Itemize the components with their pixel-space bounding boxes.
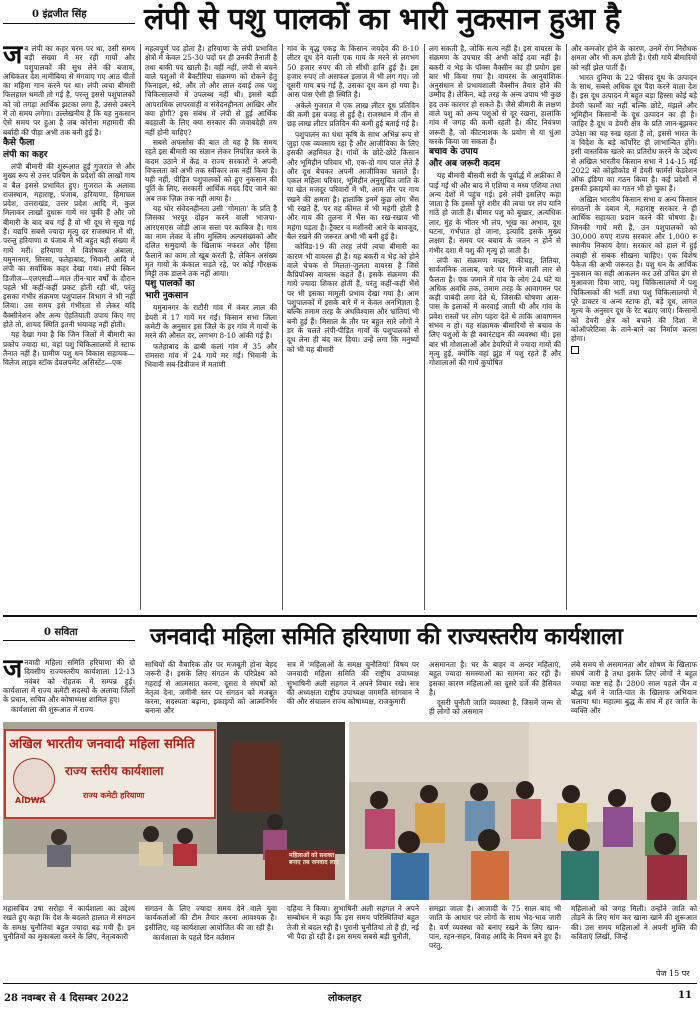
story1-paragraph: यह देखा गया है कि जिन जिलों में बीमारी का प्रकोप ज्यादा था, वहां पशु चिकित्सालयों में स्टाफ तैनात नहीं है। ग्रामीण पशु धन विकास सहायक—विलेज लाइव स्टॉक डेवलपमेंट असिस्टेंट—एक (3, 330, 135, 368)
aidwa-logo (13, 758, 55, 800)
workshop-photo-left (3, 722, 345, 900)
story1-paragraph: यमुनानगर के राटौरी गांव में कंवर लाल की डेयरी में 17 गायें मर गईं। किसान सभा जिला कमेटी के अनुसार इस जिले के हर गांव में गायों के मरने की औसत दर, लगभग 8-10 आंकी गई है। (145, 303, 277, 341)
story1-paragraph: गांव के वृद्ध एकड़ के किसान जयदेव की 8-10 लीटर दूध देने वाली एक गाय के मरने से लगभग 50 हजार रुपए की तो सीधी हानि हुई है। इस हजार रुपए तो असफल इलाज में भी लग गए। जो दूसरी गाय बच गई है, उसका दूध कम हो गया है। आस पास ऐसी ही स्थिति है। (287, 44, 419, 100)
story1-dropcap: ज (3, 44, 23, 70)
story1-paragraph: महत्वपूर्ण पद होता है। हरियाणा के लंपी प्रभावित क्षेत्रों में केवल 25-30 पदों पर ही उनकी तैनाती है तथा बाकी पद खाली हैं। वहीं नहीं, लंपी से बचने वाले पशुओं में बैक्टीरिया संक्रमण को रोकने हेतु फिनाइल, स्प्रे, और तो और लाल दवाई तक पशु चिकित्सालयों में उपलब्ध नहीं थी। इससे बड़ी आपराधिक लापरवाही व संवेदनहीनता आखिर और क्या होगी? इस संबंध में लंपी से हुई आर्थिक बदहाली के लिए क्या सरकार की जवाबदेही तय नहीं होनी चाहिए? (145, 44, 277, 137)
story1-paragraph: यह घोर संवेदनहीनता उसी 'गोमाता' के प्रति है जिसका भरपूर दोहन करने वाली भाजपा-आरएसएस जोड़ी आज सत्ता पर काबिज है। गाय का नाम लेकर वे लीग मुस्लिम अल्पसंख्यकों और दलित समुदायों के खिलाफ नफरत और हिंसा फैलाने का काम तो खूब करती है, लेकिन असंख्य मृत गायों के कंकाल सड़ते रहे, पर कोई गौरक्षक मिट्टी तक डालने तक नहीं आया। (145, 204, 277, 279)
story2-bottom-column-4 (429, 904, 561, 976)
story2-headline: जनवादी महिला समिति हरियाणा की राज्यस्तरीय कार्यशाला (150, 624, 623, 650)
page-number: 11 (678, 990, 692, 1001)
story1-paragraph: लग सकती है, जोकि सत्य नहीं है। इस वायरस के संक्रमण के उपचार की अभी कोई दवा नहीं है। बकरी व भेड़ के पॉक्स वैक्सीन का ही प्रयोग इस बार भी किया गया है। वायरस के आनुवांशिक अनुसंधान से प्रभावशाली वैक्सीन तैयार होने की उम्मीद है। लेकिन, बड़े तरह के अन्य उपाय भी कुछ हद तक कारगर हो सकते हैं। जैसे बीमारी के लक्षण वाले पशु को अन्य पशुओं से दूर रखना, हालांकि गांव में जगह की कमी रहती है। कीट नियंत्रण जरूरी है, जो कीटनाशक के प्रयोग से या धुंआ करके किया जा सकता है। (429, 44, 561, 146)
column-divider (140, 44, 141, 610)
story2-column-1 (3, 658, 135, 720)
workshop-photo-right (349, 722, 697, 900)
story2-column-4 (429, 660, 561, 720)
story2-bottom-column-3 (287, 904, 419, 976)
footer-rule (3, 983, 697, 984)
story2-paragraph: नवादी महिला समिति हरियाणा की दो दिवसीय राज्यस्तरीय कार्यशाला 12-13 नवंबर को रोहतक में सम्पन्न हुई। कार्यशाला में राज्य कमेटी सदस्यों के अलावा जिलों के प्रधान, सचिव और कोषाध्यक्ष शामिल हुए। (3, 658, 135, 705)
story1-subheading: कैसे फैला (3, 137, 35, 148)
story2-paragraph: सत्र में 'महिलाओं के समक्ष चुनौतियां' विषय पर जनवादी महिला समिति की राष्ट्रीय उपाध्यक्ष सुभाषिनी अली सहगल ने अपने विचार रखे। सत्र की अध्यक्षता राष्ट्रीय उपाध्यक्ष जगमति सांगवान ने की और संचालन राज्य कोषाध्यक्ष, राजकुमारी (287, 660, 419, 707)
column-divider (566, 44, 567, 610)
story2-dropcap: ज (3, 658, 23, 684)
story1-paragraph: लंपी बीमारी की शुरूआत हुई गुजरात से और मुख्य रूप से उत्तर पश्चिम के प्रदेशों की लाखों गाय व बैल इससे प्रभावित हुए। गुजरात के अलावा राजस्थान, महाराष्ट्र, पंजाब, हरियाणा, हिमाचल प्रदेश, उत्तराखंड, उत्तर प्रदेश आदि में, कुल मिलाकर लाखों दुधारू गायें मर चुकी हैं और जो बीमारी के बाद बच गई हैं वो भी दूध से सूख गई हैं। यद्यपि सबसे ज्यादा मृत्यु दर राजस्थान में थी, परन्तु हरियाणा व पंजाब में भी बहुत बड़ी संख्या में गायें मरीं। हरियाणा में विशेषकर अंबाला, यमुनानगर, सिरसा, फतेहाबाद, भिवानी आदि में लंपी का सर्वाधिक कहर देखा गया। लंपी स्किन डिजीज—एलएसडी—मात तीन-चार वर्षों के दौरान पहले भी कहीं-कहीं प्रकट होती रही थी, परंतु इसका गंभीर संक्रमण पशुपालन विभाग ने भी नहीं लिया। उस समय इसे गंभीरता से लेकर यदि वैक्सीनेशन और अन्य ऐहतियाती उपाय किए गए होते तो, शायद स्थिति इतनी भयावह नहीं होती। (3, 161, 135, 330)
story1-paragraph: लंपी का संक्रमण मच्छर, कीचड़, तितिया, सार्वजनिक तालाब, चारे पर गिरने वाली लार से फैलता है। एक जमाने में गांव के लोग 24 घंटे या अधिक अवधि तक, तमाम तरह के आवागमन पर कड़ी पाबंदी लगा देते थे, जिसकी घोषणा आस-पास के इलाकों में करवाई जाती थी और गांव के प्रवेश रास्तों पर लोग पहरा देते थे ताकि आवागमन संभव न हो। यह संक्रामक बीमारियों से बचाव के लिए पशुओं के ही क्वारंटाइन की व्यवस्था थी। इस बार भी गोशालाओं और डेयरियों में ज्यादा गायों की मृत्यु हुई, क्योंकि वहां झुंड में पशु रहते हैं और गोशालाओं की गायें कुपोषित (429, 255, 561, 368)
story1-subheading: लंपी का कहर (3, 149, 48, 160)
story1-paragraph: सबसे अफसोस की बात तो यह है कि समय रहते इस बीमारी का संज्ञान लेकर नियंत्रित करने के कदम उठाने में केंद्र व राज्य सरकारों ने अपनी विफलता को अभी तक स्वीकार तक नहीं किया है। यही नहीं, पीड़ित पशुपालकों को हुए नुकसान की पूर्ति के लिए, सरकारी आर्थिक मदद दिए जाने का अब तक ज़िक्र तक नहीं आया है। (145, 137, 277, 203)
story1-headline: लंपी से पशु पालकों का भारी नुकसान हुआ है (144, 2, 621, 37)
story1-subheading: पशु पालकों का (145, 279, 195, 290)
story2-bottom-column-2 (145, 904, 277, 976)
story2-bottom-column-1 (3, 904, 135, 976)
story2-byline-rule (3, 640, 135, 641)
story2-paragraph: दहिया ने किया। सुभाषिनी अली सहगल ने अपने सम्बोधन में कहा कि इस समय परिस्थितियां बहुत तेजी से बदल रही हैं। पुरानी चुनौतियां तो हैं ही, नई भी पैदा हो रही हैं। इस समय सबसे बड़ी चुनौती, (287, 904, 419, 941)
story1-byline: 0 इंद्रजीत सिंह (32, 9, 87, 20)
story2-column-5 (571, 660, 697, 720)
story1-column-3 (287, 44, 419, 610)
story2-byline: 0 सविता (44, 627, 78, 638)
story2-paragraph: समझा जाता है। आजादी के 75 साल बाद भी जाति के आधार पर लोगों के साथ भेद-भाव जारी है। वर्ण व्यवस्था को बनाए रखने के लिए खान-पान, रहन-सहन, विवाह आदि के नियम बने हुए हैं। परंतु, (429, 904, 561, 951)
story1-paragraph: और कमजोर होने के कारण, उनमें रोग निरोधक क्षमता और भी कम होती है। ऐसी गायें बीमारियों को नहीं झेल पातीं हैं। (571, 44, 697, 72)
story1-byline-rule (3, 23, 135, 24)
story2-column-2 (145, 660, 277, 720)
story1-subheading: भारी नुकसान (145, 291, 189, 302)
story1-column-1 (3, 44, 135, 610)
story1-paragraph: अखिल भारतीय किसान सभा व अन्य किसान संगठनों के दबाव में, महाराष्ट्र सरकार ने ही आर्थिक सहायता प्रदान करने की घोषणा है। जिनकी गायें मरी हैं, उन पशुपालकों को 30,000 रुपए राज्य सरकार और 1,000 रु स्थानीय निकाय देगा। सरकार को हाल में हुई तबाही से सबक सीखना चाहिए। एक विशेष पैकेज की अभी जरूरत है। पशु धन के आर्थिक नुकसान का सही आकलन कर उसे उचित ढंग से मुआवजा दिया जाए, पशु चिकित्सालयों में पशु चिकित्सकों की भर्ती तथा पशु चिकित्सालयों में पूरे डाक्टर व अन्य स्टाफ हो, बड़े दूध, लागत मूल्य के अनुसार दूध के रेट बढ़ाए जाएं। किसानों को डेयरी क्षेत्र को बचाने की दिशा में कोऑपरेटिव्स के ताने-बाने का निर्माण करना होगा। (571, 194, 697, 344)
banner-line-2: राज्य स्तरीय कार्यशाला (65, 764, 164, 778)
story1-paragraph: अकेले गुजरात में एक लाख लीटर दूध प्रतिदिन की कमी इस वजह से हुई है। राजस्थान में तीन से छह लाख लीटर प्रतिदिन की कमी हुई बताई गई है। (287, 100, 419, 129)
story1-column-4 (429, 44, 561, 610)
story1-column-5 (571, 44, 697, 610)
story1-subheading: और अब जरूरी कदम (429, 159, 501, 170)
story1-paragraph: पशुपालन का धंधा कृषि के साथ अभिन्न रूप से जुड़ा एक व्यवसाय रहा है और आजीविका के लिए इसकी अहमियत है। गांवों के छोटे-छोटे किसान और भूमिहीन परिवार भी, एक-दो गाय पाल लेते हैं और दूध बेचकर अपनी आजीविका चलाते हैं। एकल महिला परिवार, भूमिहीन अनुसूचित जाति के या खेत मजदूर परिवारों में भी, आम तौर पर गाय रखने की क्षमता है। हालांकि इनमें कुछ लोग भैंस भी रखते हैं, पर वह कीमत में भी महंगी होती है और गाय की तुलना में भैंस का रख-रखाव भी महंगा पड़ता है। ट्रैक्टर व मशीनरी आने के बावजूद, बैल रखने की जरूरत अभी भी बनी हुई है। (287, 129, 419, 241)
story2-paragraph: संगठन के लिए ज्यादा समय देने वाले युवा कार्यकर्ताओं की टीम तैयार करना आवश्यक है। इसीलिए, यह कार्यशाला आयोजित की जा रही है। (145, 904, 277, 932)
story1-paragraph: कोविड-19 की तरह लंपी त्वचा बीमारी का कारण भी वायरस ही है। यह बकरी व भेड़ को होने वाले चेचक से मिलता-जुलता वायरस है जिसे कैप्रिपॉक्स वायरस कहते हैं। इसके संक्रमण की गायें ज्यादा शिकार होती हैं, परंतु कहीं-कहीं भैंसें पर भी इसका मामूली प्रभाव देखा गया है। आम पशुपालकों में इसके बारे में न केवल अनभिज्ञता है बल्कि तमाम तरह के अंधविश्वास और भ्रांतियां भी बनी हुई हैं। मिसाल के तौर पर बहुत सारे लोगों ने डर के चलते लंपी-पीड़ित गायों के पशुपालकों से दूध लेना ही बंद कर दिया। उन्हें लगा कि मनुष्यों को भी यह बीमारी (287, 242, 419, 354)
story1-subheading: बचाव के उपाय (429, 147, 478, 158)
column-divider (424, 44, 425, 610)
story2-paragraph: लंबे समय से असमानता और शोषण के खिलाफ संघर्ष जारी है तथा इसके लिए लोगों ने बहुत ज्यादा कष्ट सहे हैं। 2800 साल पहले जैन व बौद्ध धर्म ने जाति-पात के खिलाफ अभियान चलाया था। महात्मा बुद्ध के संघ में हर जाति के व्यक्ति और (571, 660, 697, 716)
story2-column-3 (287, 660, 419, 720)
issue-date: 28 नवम्बर से 4 दिसम्बर 2022 (4, 993, 129, 1004)
end-mark (571, 346, 579, 354)
story2-paragraph: कार्यशाला के पहले दिन वर्तमान (153, 932, 235, 942)
story2-paragraph: असमानता है। घर के बाहर व अन्दर महिलाएं, बहुत ज्यादा समस्याओं का सामना कर रही हैं। इसका कारण महिलाओं का दूसरे दर्जे की हैसियत है। (429, 660, 561, 697)
banner-line-3: राज्य कमेटी हरियाणा (83, 791, 145, 800)
story1-paragraph: फतेहाबाद के ढाबी कलां गांव में 35 और रामसरा गांव में 24 गायें मर गईं। भिवानी के भिवानी सब-डिवीजन में मताणी (145, 341, 277, 370)
story1-paragraph: यह बीमारी बीसवीं सदी के पूर्वार्द्ध में अफ्रीका में पाई गई थी और बाद में एशिया व मध्य एशिया तथा अन्य देशों में पहुंच गई। इसे लंपी इसलिए कहा जाता है कि इससे पूरे शरीर की त्वचा पर लंप यानि गांठें हो जाती हैं। बीमार पशु को बुखार, अत्यधिक लार, मुंह के भीतर भी लंप, भूख का अभाव, दूध घटना, गर्भपात हो जाना, इत्यादि इसके मुख्य लक्षण हैं। समय पर बचाव के जतन न होने से गंभीर दशा में पशु की मृत्यु हो जाती है। (429, 171, 561, 255)
story2-paragraph: महिलाओं को जगह मिली। उन्होंने जाति को तोड़ने के लिए मांग कर खाना खाने की शुरूआत की। उस समय महिलाओं ने अपनी मुक्ति की कविताएं लिखीं, जिन्हें (571, 904, 697, 941)
story-separator (3, 615, 697, 617)
story2-paragraph: महासचिव उषा सरोहा ने कार्यशाला का उद्देश्य रखते हुए कहा कि देश के बदलते हालात में संगठन के समक्ष चुनौतियां बहुत ज्यादा बढ़ गयी हैं। इन चुनौतियों का मुकाबला करने के लिए, नेतृत्वकारी (3, 904, 135, 941)
banner-line-1: अखिल भारतीय जनवादी महिला समिति (9, 737, 195, 752)
story1-column-2 (145, 44, 277, 610)
newspaper-name: लोकलहर (328, 993, 362, 1004)
continued-on-page: पेज 15 पर (656, 969, 690, 978)
column-divider (282, 44, 283, 610)
story2-paragraph: कार्यशाला की शुरूआत में राज्य (11, 705, 94, 715)
story1-paragraph: भारत दुनिया के 22 फीसद दूध के उत्पादन के साथ, सबसे अधिक दूध पैदा करने वाला देश है। इस दूध उत्पादन में बहुत बड़ा हिस्सा कोई बड़े डेयरी फार्मों का नहीं बल्कि छोटे, मंझले और भूमिहीन किसानों के दूध उत्पादन का ही है। जाहिर है दूध व डेयरी क्षेत्र के प्रति जान-बूझकर उपेक्षा का यह रुख रहता है तो, इससे भारत के व विदेश के बड़े कॉर्पोरेट ही लाभान्वित होंगे। इसी वास्तविक खतरे का प्रतिरोध करने के उद्देश्य से अखिल भारतीय किसान सभा ने 14-15 मई 2022 को कोझीकोड में डेयरी फार्मर्स फेडरेशन ऑफ इंडिया का गठन किया है। कई प्रदेशों में इसकी इकाइयों का गठन भी हो चुका है। (571, 72, 697, 194)
story2-bottom-column-5 (571, 904, 697, 966)
poster-text: महिलाओं को सशक्त बनाए तब जनवाद लाए (289, 852, 339, 866)
story2-paragraph: दूसरी चुनौती जाति व्यवस्था है, जिसमें जन्म से ही लोगों को असमान (429, 698, 561, 717)
workshop-photo-right-illustration (349, 722, 697, 900)
story2-paragraph: साथियों की वैचारिक तौर पर मजबूती होना बेहद जरूरी है। इसके लिए संगठन के परिप्रेक्ष्य को गहराई से आत्मसात करना, दूसरा वे संघर्षों को नेतृत्व देना, जमीनी स्तर पर संगठन को मजबूत करना, सदस्यता बढ़ाना, इकाइयों को आत्मनिर्भर बनाना और (145, 660, 277, 716)
story1-paragraph: ब लंपी का कहर चरम पर था, उसी समय बड़ी संख्या में मर रही गायों और पशुपालकों की सुध लेने की बजाय, अधिकतर देश नामीबिया से मंगवाए गए आठ चीतों का महिमा गान करने पर था। लंपी त्वचा बीमारी फिलहाल थमती तो गई है, परन्तु इससे पशुपालकों को जो तगड़ा आर्थिक झटका लगा है, उससे उबरने में तो समय लगेगा। उल्लेखनीय है कि यह नुकसान ऐसे समय पर हुआ है जब कोरोना महामारी की बर्बादी की पीड़ा अभी तक बनी हुई है। (3, 44, 135, 137)
aidwa-logo-text: AIDWA (15, 796, 46, 805)
